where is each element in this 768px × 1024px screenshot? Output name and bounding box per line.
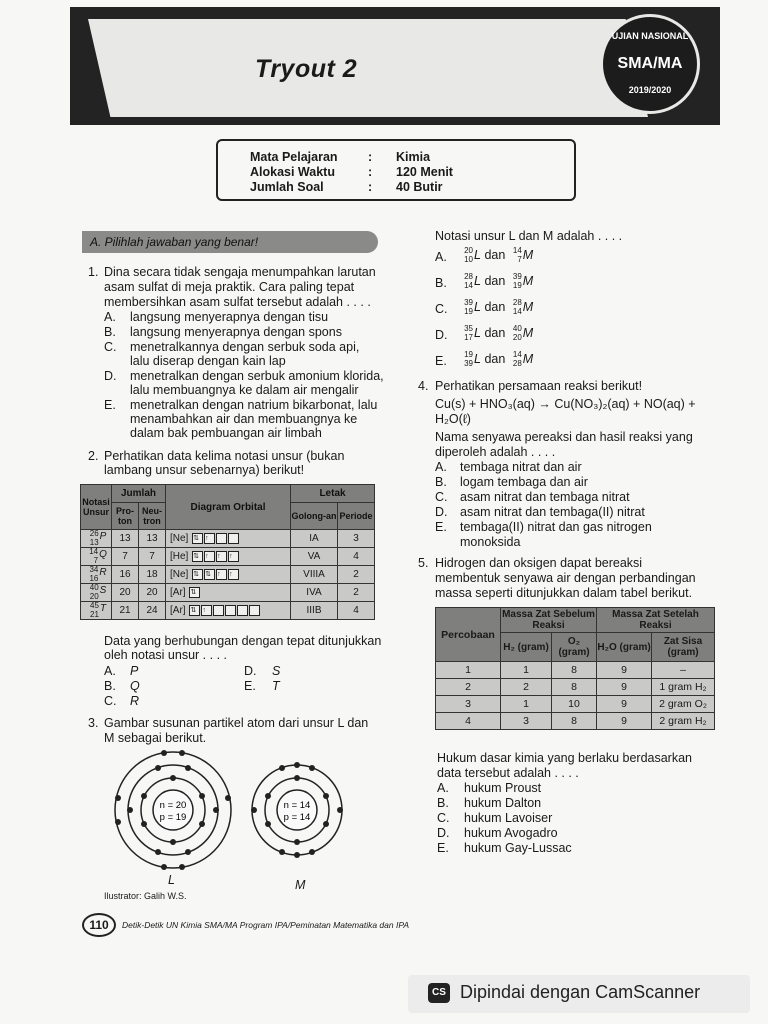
atom-m-p: p = 14 <box>283 812 311 823</box>
option-text: hukum Lavoiser <box>464 811 553 825</box>
proton-cell: 7 <box>112 548 139 566</box>
option-text: langsung menyerapnya dengan tisu <box>130 310 329 324</box>
table-row <box>81 602 375 620</box>
option-letter: D. <box>244 664 257 678</box>
option-text: tembaga nitrat dan air <box>460 460 582 474</box>
atom-m-n: n = 14 <box>283 800 311 811</box>
info-value: 40 Butir <box>396 180 443 194</box>
orbital-box: ↑ <box>216 569 227 580</box>
orbital-box: ↑ <box>204 551 215 562</box>
question-text: lambang unsur sebenarnya) berikut! <box>104 463 305 477</box>
option-letter: D. <box>437 826 450 840</box>
col-header: Pro-ton <box>112 503 139 530</box>
col-header: Massa Zat Setelah Reaksi <box>597 608 715 633</box>
info-box <box>216 139 576 201</box>
orbital-cell: [Ar] ⇅ <box>166 584 291 602</box>
orbital-cell: [He] ⇅ ↑ ↑ ↑ <box>166 548 291 566</box>
table-row <box>436 662 715 679</box>
table-row <box>436 696 715 713</box>
scanner-text: Dipindai dengan CamScanner <box>460 982 701 1002</box>
orbital-box: ⇅ <box>192 551 203 562</box>
option-letter: A. <box>435 250 447 264</box>
notation-cell: 45 21 T <box>81 602 112 620</box>
option-letter: B. <box>435 276 447 290</box>
neutron-cell: 20 <box>139 584 166 602</box>
option-text: asam nitrat dan tembaga nitrat <box>460 490 630 504</box>
option-text: 20 10 L dan 14 7 M <box>464 246 534 264</box>
option-letter: B. <box>435 475 447 489</box>
orbital-box <box>228 533 239 544</box>
banner-panel <box>88 19 648 117</box>
golongan-cell: IA <box>291 530 338 548</box>
question-text: Dina secara tidak sengaja menumpahkan larutan <box>104 265 376 279</box>
question-text: membersihkan asam sulfat tersebut adalah . . . . <box>104 295 371 309</box>
cell: 2 gram H₂ <box>652 713 715 730</box>
option-letter: A. <box>437 781 449 795</box>
atom-l <box>115 750 231 870</box>
cell: 8 <box>552 662 597 679</box>
section-header: A. Pilihlah jawaban yang benar! <box>82 231 378 253</box>
col-header: Neu-tron <box>139 503 166 530</box>
col-header: H₂ (gram) <box>501 633 552 662</box>
question-text: Hidrogen dan oksigen dapat bereaksi <box>435 556 643 570</box>
notation-cell: 34 16 R <box>81 566 112 584</box>
option-text: logam tembaga dan air <box>460 475 588 489</box>
question-number: 4. <box>418 379 429 393</box>
orbital-cell: [Ne] ⇅ ↑ <box>166 530 291 548</box>
col-header: Diagram Orbital <box>166 485 291 530</box>
cell: 3 <box>436 696 501 713</box>
golongan-cell: IVA <box>291 584 338 602</box>
atom-l-n: n = 20 <box>159 800 187 811</box>
info-value: 120 Menit <box>396 165 453 179</box>
question-text: membentuk senyawa air dengan perbandingan <box>435 571 696 585</box>
option-letter: B. <box>104 325 116 339</box>
orbital-box <box>249 605 260 616</box>
atom-l-p: p = 19 <box>159 812 187 823</box>
orbital-box: ↑ <box>201 605 212 616</box>
reaction-equation: Cu(s) + HNO₃(aq) → Cu(NO₃)₂(aq) + NO(aq) + <box>435 397 696 411</box>
orbital-box: ↑ <box>228 551 239 562</box>
option-text: 19 39 L dan 14 28 M <box>464 350 534 368</box>
periode-cell: 2 <box>338 566 375 584</box>
orbital-box: ⇅ <box>189 587 200 598</box>
cell: 4 <box>436 713 501 730</box>
table-row <box>81 530 375 548</box>
option-letter: C. <box>435 490 448 504</box>
proton-cell: 20 <box>112 584 139 602</box>
option-letter: B. <box>104 679 116 693</box>
option-text: lalu diserap dengan kain lap <box>130 354 286 368</box>
info-sep: : <box>368 150 373 164</box>
cell: 1 <box>501 662 552 679</box>
cell: 8 <box>552 713 597 730</box>
question-text: diperoleh adalah . . . . <box>435 445 556 459</box>
golongan-cell: IIIB <box>291 602 338 620</box>
option-text: menetralkan dengan natrium bikarbonat, lalu <box>130 398 378 412</box>
orbital-cell: [Ne] ⇅ ⇅ ↑ ↑ <box>166 566 291 584</box>
cell: 3 <box>501 713 552 730</box>
cell: 9 <box>597 679 652 696</box>
option-letter: D. <box>435 505 448 519</box>
cell: – <box>652 662 715 679</box>
question-text: asam sulfat di meja praktik. Cara paling tepat <box>104 280 355 294</box>
question-text: Data yang berhubungan dengan tepat ditunjukkan <box>104 634 382 648</box>
option-text: 39 19 L dan 28 14 M <box>464 298 534 316</box>
option-text: monoksida <box>460 535 521 549</box>
cell: 2 gram O₂ <box>652 696 715 713</box>
notation-cell: 26 13 P <box>81 530 112 548</box>
option-text: hukum Avogadro <box>464 826 558 840</box>
cell: 1 <box>501 696 552 713</box>
question-text: Notasi unsur L dan M adalah . . . . <box>435 229 623 243</box>
neutron-cell: 24 <box>139 602 166 620</box>
option-text: T <box>272 679 280 693</box>
periode-cell: 2 <box>338 584 375 602</box>
option-text: menetralkan dengan serbuk amonium klorida, <box>130 369 384 383</box>
col-header: Golong-an <box>291 503 338 530</box>
atom-m-label: M <box>295 878 306 892</box>
cell: 9 <box>597 662 652 679</box>
option-letter: E. <box>244 679 256 693</box>
atom-diagram <box>108 748 348 878</box>
proton-cell: 13 <box>112 530 139 548</box>
cell: 2 <box>501 679 552 696</box>
orbital-box <box>216 533 227 544</box>
option-text: dalam bak pembuangan air limbah <box>130 426 322 440</box>
option-text: P <box>130 664 139 678</box>
table-row <box>81 584 375 602</box>
table-row <box>81 548 375 566</box>
option-letter: E. <box>104 398 116 412</box>
col-header: Letak <box>291 485 375 503</box>
option-text: 35 17 L dan 40 20 M <box>464 324 534 342</box>
orbital-cell: [Ar] ⇅ ↑ <box>166 602 291 620</box>
orbital-box: ⇅ <box>189 605 200 616</box>
question-number: 3. <box>88 716 99 730</box>
golongan-cell: VIIIA <box>291 566 338 584</box>
col-header: H₂O (gram) <box>597 633 652 662</box>
proton-cell: 21 <box>112 602 139 620</box>
periode-cell: 4 <box>338 602 375 620</box>
option-text: langsung menyerapnya dengan spons <box>130 325 342 339</box>
question-text: oleh notasi unsur . . . . <box>104 648 227 662</box>
col-header: Percobaan <box>436 608 501 662</box>
element-table <box>80 484 375 620</box>
option-letter: E. <box>437 841 449 855</box>
orbital-box: ↑ <box>216 551 227 562</box>
option-letter: D. <box>104 369 117 383</box>
question-text: data tersebut adalah . . . . <box>437 766 579 780</box>
question-number: 1. <box>88 265 99 279</box>
page-number: 110 <box>82 913 116 937</box>
col-header: O₂ (gram) <box>552 633 597 662</box>
periode-cell: 3 <box>338 530 375 548</box>
orbital-box: ⇅ <box>192 533 203 544</box>
table-row <box>436 713 715 730</box>
col-header: Periode <box>338 503 375 530</box>
neutron-cell: 7 <box>139 548 166 566</box>
option-letter: A. <box>435 460 447 474</box>
option-letter: B. <box>437 796 449 810</box>
question-number: 5. <box>418 556 429 570</box>
option-letter: C. <box>437 811 450 825</box>
periode-cell: 4 <box>338 548 375 566</box>
question-text: Nama senyawa pereaksi dan hasil reaksi yang <box>435 430 693 444</box>
option-text: R <box>130 694 140 708</box>
cell: 9 <box>597 713 652 730</box>
cell: 1 gram H₂ <box>652 679 715 696</box>
badge-main-text: SMA/MA <box>617 55 683 72</box>
table-row <box>81 566 375 584</box>
option-text: menambahkan air dan membuangnya ke <box>130 412 358 426</box>
orbital-box <box>237 605 248 616</box>
option-letter: E. <box>435 354 447 368</box>
badge-bottom-text: 2019/2020 <box>628 85 672 95</box>
orbital-box: ↑ <box>204 533 215 544</box>
question-text: Hukum dasar kimia yang berlaku berdasarkan <box>437 751 692 765</box>
option-letter: D. <box>435 328 448 342</box>
scanner-watermark <box>408 975 750 1013</box>
option-text: hukum Proust <box>464 781 542 795</box>
cell: 10 <box>552 696 597 713</box>
neutron-cell: 18 <box>139 566 166 584</box>
question-text: massa seperti ditunjukkan dalam tabel berikut. <box>435 586 693 600</box>
illustrator-credit: Ilustrator: Galih W.S. <box>104 891 187 901</box>
option-text: menetralkannya dengan serbuk soda api, <box>130 340 360 354</box>
proton-cell: 16 <box>112 566 139 584</box>
atom-l-label: L <box>168 873 175 887</box>
question-text: Perhatikan data kelima notasi unsur (bukan <box>104 449 345 463</box>
info-sep: : <box>368 180 373 194</box>
question-text: Gambar susunan partikel atom dari unsur L dan <box>104 716 369 730</box>
exam-badge <box>600 14 700 114</box>
col-header: Notasi Unsur <box>81 485 112 530</box>
question-text: M sebagai berikut. <box>104 731 207 745</box>
cell: 9 <box>597 696 652 713</box>
info-label: Alokasi Waktu <box>250 165 335 179</box>
option-letter: A. <box>104 310 116 324</box>
cell: 8 <box>552 679 597 696</box>
info-value: Kimia <box>396 150 431 164</box>
orbital-box: ⇅ <box>204 569 215 580</box>
option-text: tembaga(II) nitrat dan gas nitrogen <box>460 520 652 534</box>
option-text: hukum Gay-Lussac <box>464 841 572 855</box>
option-text: hukum Dalton <box>464 796 542 810</box>
option-letter: C. <box>104 340 117 354</box>
info-label: Mata Pelajaran <box>250 150 338 164</box>
neutron-cell: 13 <box>139 530 166 548</box>
atom-m <box>251 762 343 858</box>
info-label: Jumlah Soal <box>250 180 324 194</box>
reaction-equation-cont: H₂O(ℓ) <box>435 412 471 426</box>
orbital-box: ↑ <box>228 569 239 580</box>
mass-table <box>435 607 715 730</box>
question-number: 2. <box>88 449 99 463</box>
cell: 2 <box>436 679 501 696</box>
option-text: S <box>272 664 281 678</box>
option-letter: C. <box>435 302 448 316</box>
golongan-cell: VA <box>291 548 338 566</box>
option-text: 28 14 L dan 39 19 M <box>464 272 534 290</box>
col-header: Jumlah <box>112 485 166 503</box>
option-letter: A. <box>104 664 116 678</box>
option-text: Q <box>130 679 140 693</box>
footer-text: Detik-Detik UN Kimia SMA/MA Program IPA/Peminatan Matematika dan IPA <box>122 920 410 930</box>
option-letter: C. <box>104 694 117 708</box>
table-row <box>436 679 715 696</box>
page-title: Tryout 2 <box>255 55 358 83</box>
orbital-box: ⇅ <box>192 569 203 580</box>
question-text: Perhatikan persamaan reaksi berikut! <box>435 379 643 393</box>
badge-top-text: UJIAN NASIONAL <box>611 31 689 41</box>
option-text: lalu membuangnya ke dalam air mengalir <box>130 383 359 397</box>
col-header: Zat Sisa (gram) <box>652 633 715 662</box>
info-sep: : <box>368 165 373 179</box>
camscanner-logo-icon: CS <box>428 983 450 1003</box>
orbital-box <box>225 605 236 616</box>
option-letter: E. <box>435 520 447 534</box>
option-text: asam nitrat dan tembaga(II) nitrat <box>460 505 645 519</box>
notation-cell: 14 7 Q <box>81 548 112 566</box>
orbital-box <box>213 605 224 616</box>
cell: 1 <box>436 662 501 679</box>
col-header: Massa Zat Sebelum Reaksi <box>502 609 595 631</box>
notation-cell: 40 20 S <box>81 584 112 602</box>
